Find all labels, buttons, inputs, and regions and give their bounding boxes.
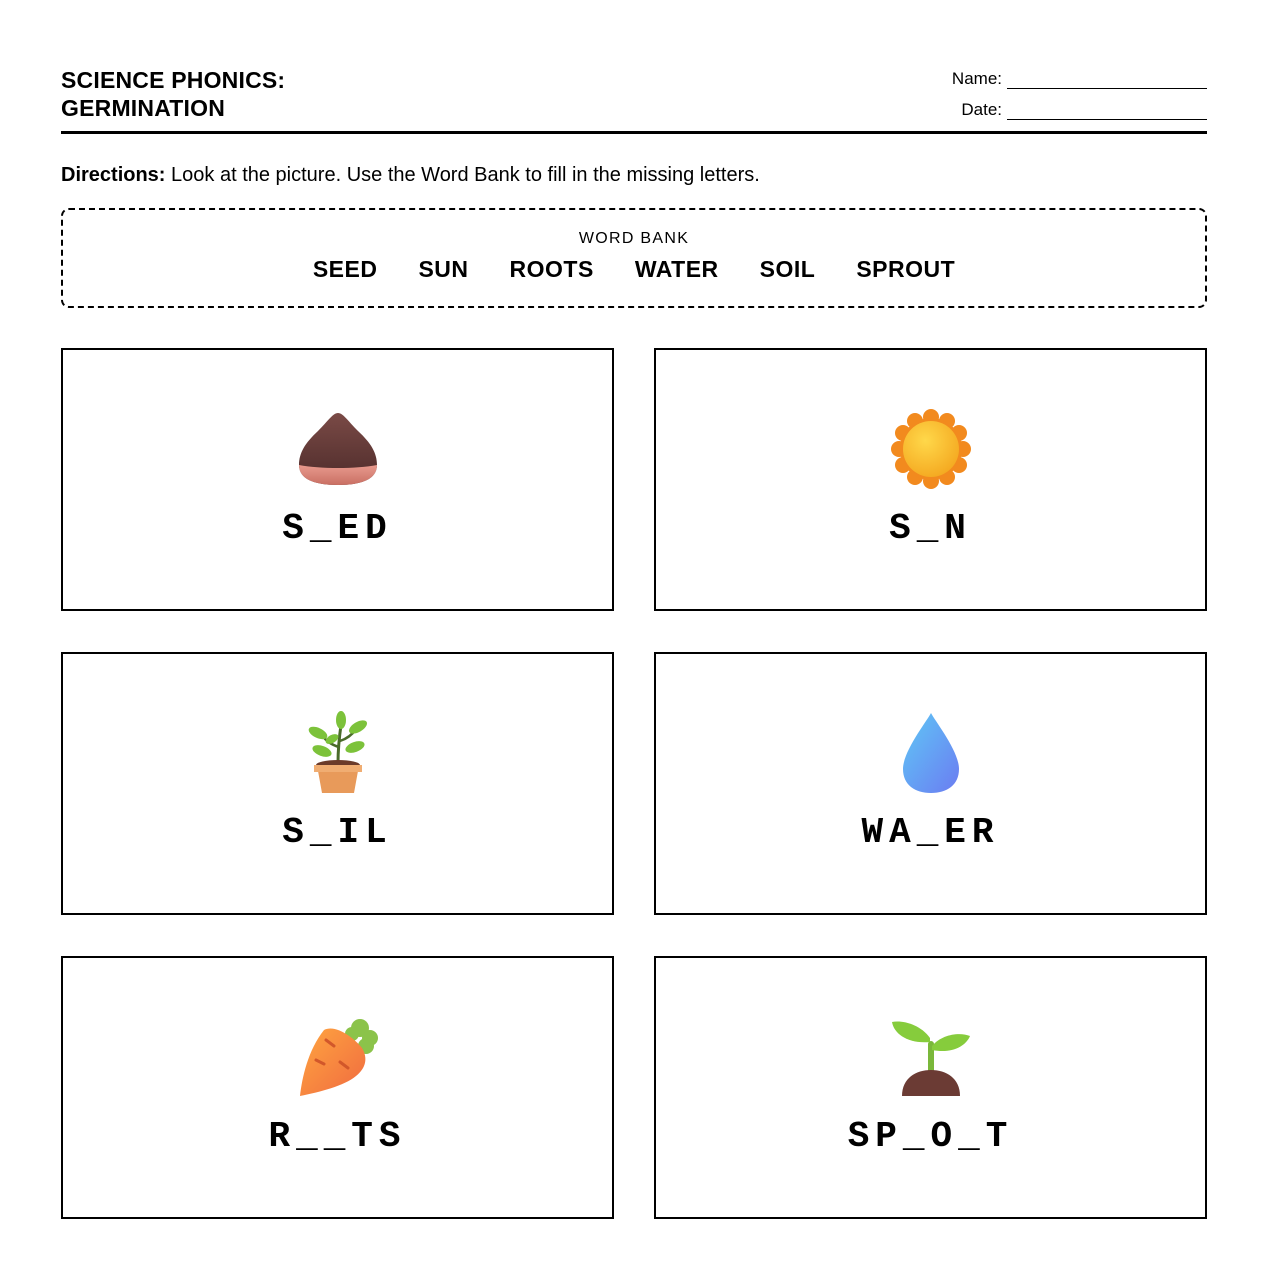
card-word: R__TS: [268, 1116, 407, 1157]
seed-icon: [296, 409, 380, 489]
word-bank-word: ROOTS: [509, 256, 594, 282]
date-line[interactable]: [1007, 101, 1207, 120]
name-field: [907, 58, 1207, 89]
sun-icon: [890, 408, 972, 490]
student-fields: [907, 58, 1207, 120]
potted-plant-icon: [308, 711, 368, 795]
word-bank: [61, 208, 1207, 308]
card-word: S_ED: [282, 508, 393, 549]
word-bank-word: SEED: [312, 256, 378, 282]
word-bank-word: SUN: [418, 256, 469, 282]
name-label: Name:: [951, 69, 1002, 88]
worksheet-title: [61, 66, 285, 122]
name-line[interactable]: [1007, 70, 1207, 89]
card-seed: [61, 348, 614, 611]
card-soil: [61, 652, 614, 915]
sprout-icon: [890, 1016, 972, 1098]
word-bank-word: SPROUT: [856, 256, 956, 282]
card-word: S_N: [889, 508, 972, 549]
carrot-icon: [296, 1016, 380, 1098]
word-bank-word: SOIL: [759, 256, 816, 282]
word-bank-words: [63, 256, 1205, 283]
directions-label: Directions:: [61, 164, 166, 186]
card-sprout: [654, 956, 1207, 1219]
word-bank-word: WATER: [634, 256, 719, 282]
title-line-1: SCIENCE PHONICS:: [61, 67, 286, 93]
card-word: S_IL: [282, 812, 393, 853]
card-roots: [61, 956, 614, 1219]
word-bank-title: WORD BANK: [578, 230, 690, 247]
water-drop-icon: [901, 711, 961, 795]
directions: [61, 164, 760, 187]
date-field: [907, 89, 1207, 120]
directions-text: Look at the picture. Use the Word Bank to fill in the missing letters.: [165, 164, 760, 186]
title-line-2: GERMINATION: [61, 95, 226, 121]
card-word: WA_ER: [861, 812, 1000, 853]
card-word: SP_O_T: [847, 1116, 1014, 1157]
card-water: [654, 652, 1207, 915]
worksheet-header: [61, 56, 1207, 134]
card-sun: [654, 348, 1207, 611]
date-label: Date:: [961, 100, 1002, 119]
